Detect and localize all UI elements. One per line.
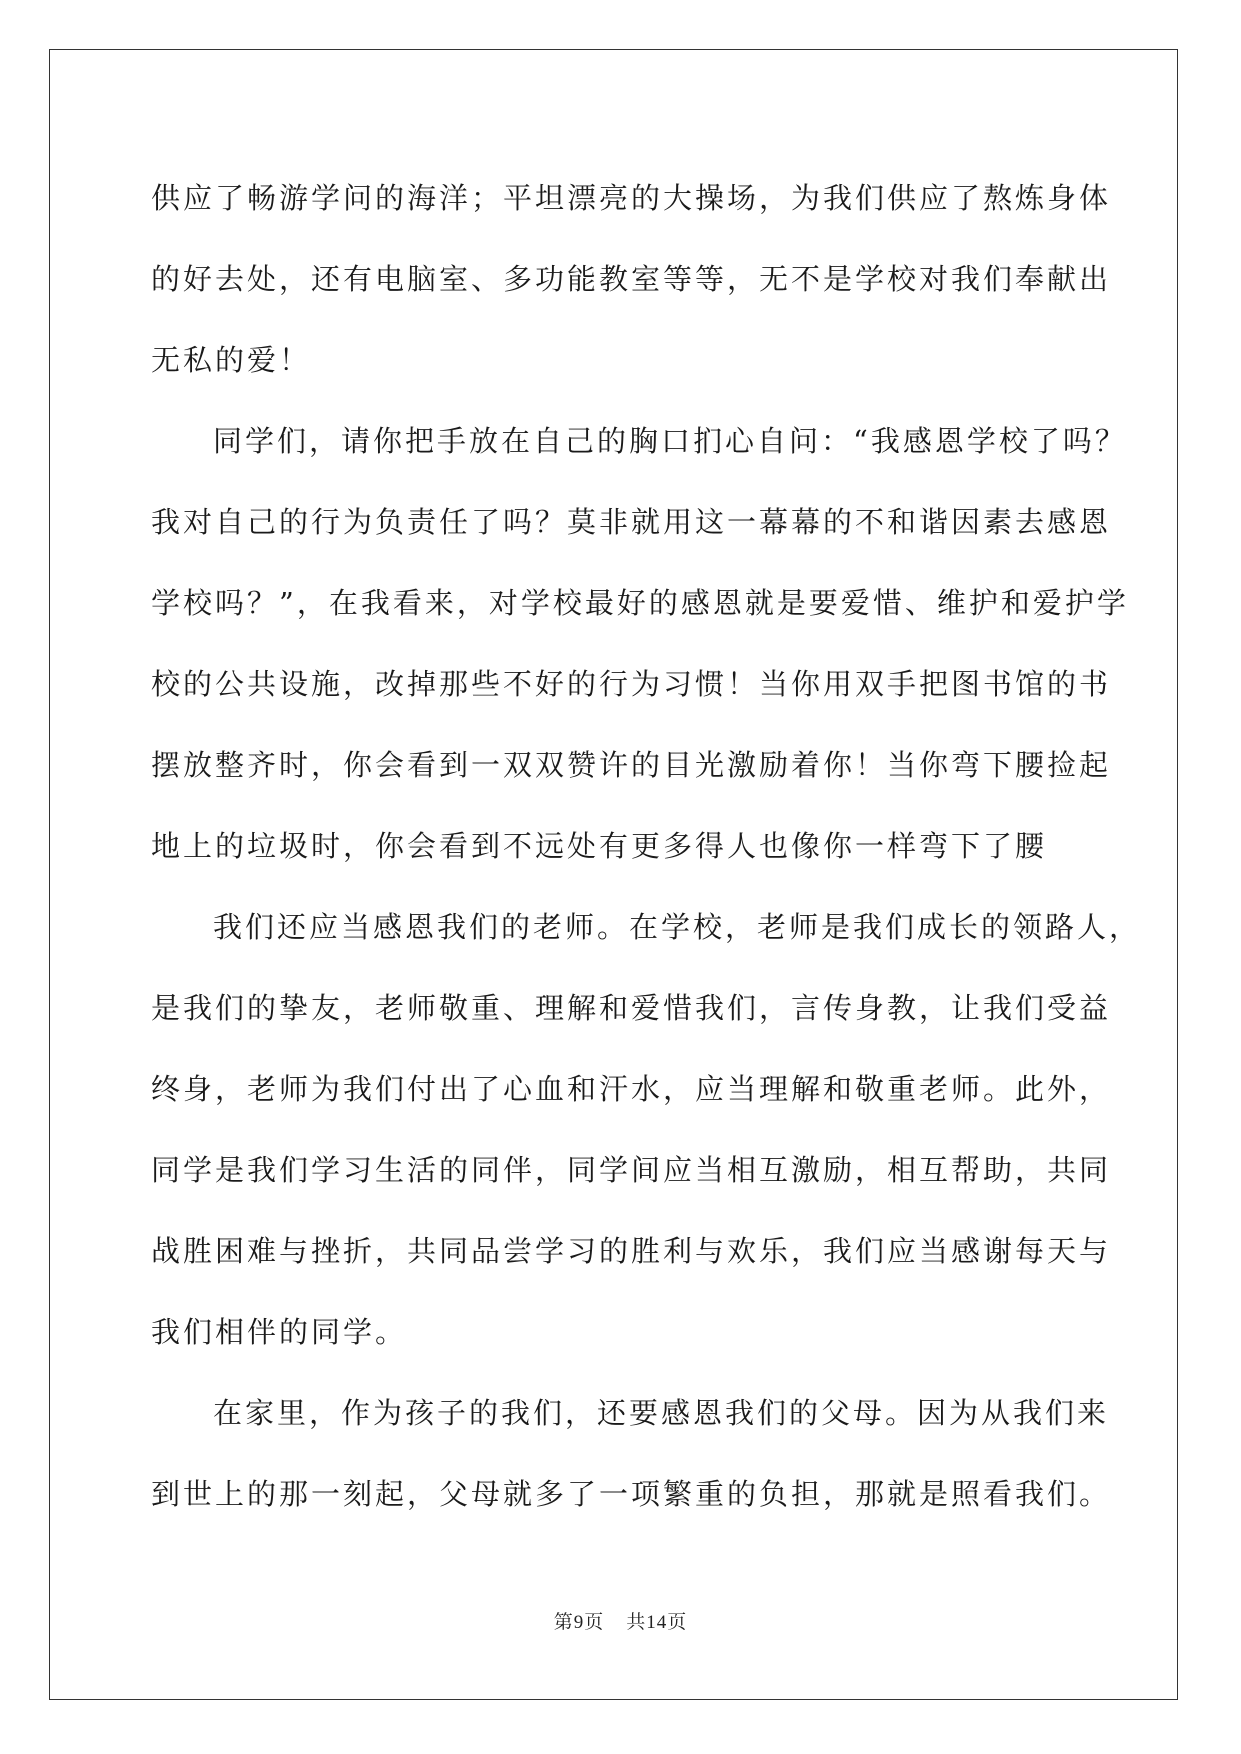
- text-line: 同学们，请你把手放在自己的胸口扪心自问：“我感恩学校了吗？: [213, 424, 1127, 458]
- text-line: 的好去处，还有电脑室、多功能教室等等，无不是学校对我们奉献出: [151, 262, 1112, 296]
- text-line: 我们相伴的同学。: [151, 1315, 408, 1349]
- text-line: 我们还应当感恩我们的老师。在学校，老师是我们成长的领路人，: [213, 910, 1142, 944]
- text-line: 无私的爱！: [151, 343, 312, 377]
- text-line: 同学是我们学习生活的同伴，同学间应当相互激励，相互帮助，共同: [151, 1153, 1112, 1187]
- document-body: [151, 158, 1142, 1535]
- text-line: 终身，老师为我们付出了心血和汗水，应当理解和敬重老师。此外，: [151, 1072, 1112, 1106]
- text-line: 战胜困难与挫折，共同品尝学习的胜利与欢乐，我们应当感谢每天与: [151, 1234, 1112, 1268]
- page-footer: [0, 1607, 1241, 1634]
- page-total: 共14页: [626, 1612, 688, 1633]
- text-line: 到世上的那一刻起，父母就多了一项繁重的负担，那就是照看我们。: [151, 1477, 1112, 1511]
- text-line: 是我们的挚友，老师敬重、理解和爱惜我们，言传身教，让我们受益: [151, 991, 1112, 1025]
- text-line: 我对自己的行为负责任了吗？莫非就用这一幕幕的不和谐因素去感恩: [151, 505, 1112, 539]
- text-line: 在家里，作为孩子的我们，还要感恩我们的父母。因为从我们来: [213, 1396, 1110, 1430]
- text-line: 地上的垃圾时，你会看到不远处有更多得人也像你一样弯下了腰: [151, 829, 1048, 863]
- text-line: 摆放整齐时，你会看到一双双赞许的目光激励着你！当你弯下腰捡起: [151, 748, 1112, 782]
- text-line: 供应了畅游学问的海洋；平坦漂亮的大操场，为我们供应了熬炼身体: [151, 181, 1112, 215]
- text-line: 校的公共设施，改掉那些不好的行为习惯！当你用双手把图书馆的书: [151, 667, 1112, 701]
- page-number: 第9页: [553, 1612, 605, 1633]
- text-line: 学校吗？”，在我看来，对学校最好的感恩就是要爱惜、维护和爱护学: [151, 586, 1129, 620]
